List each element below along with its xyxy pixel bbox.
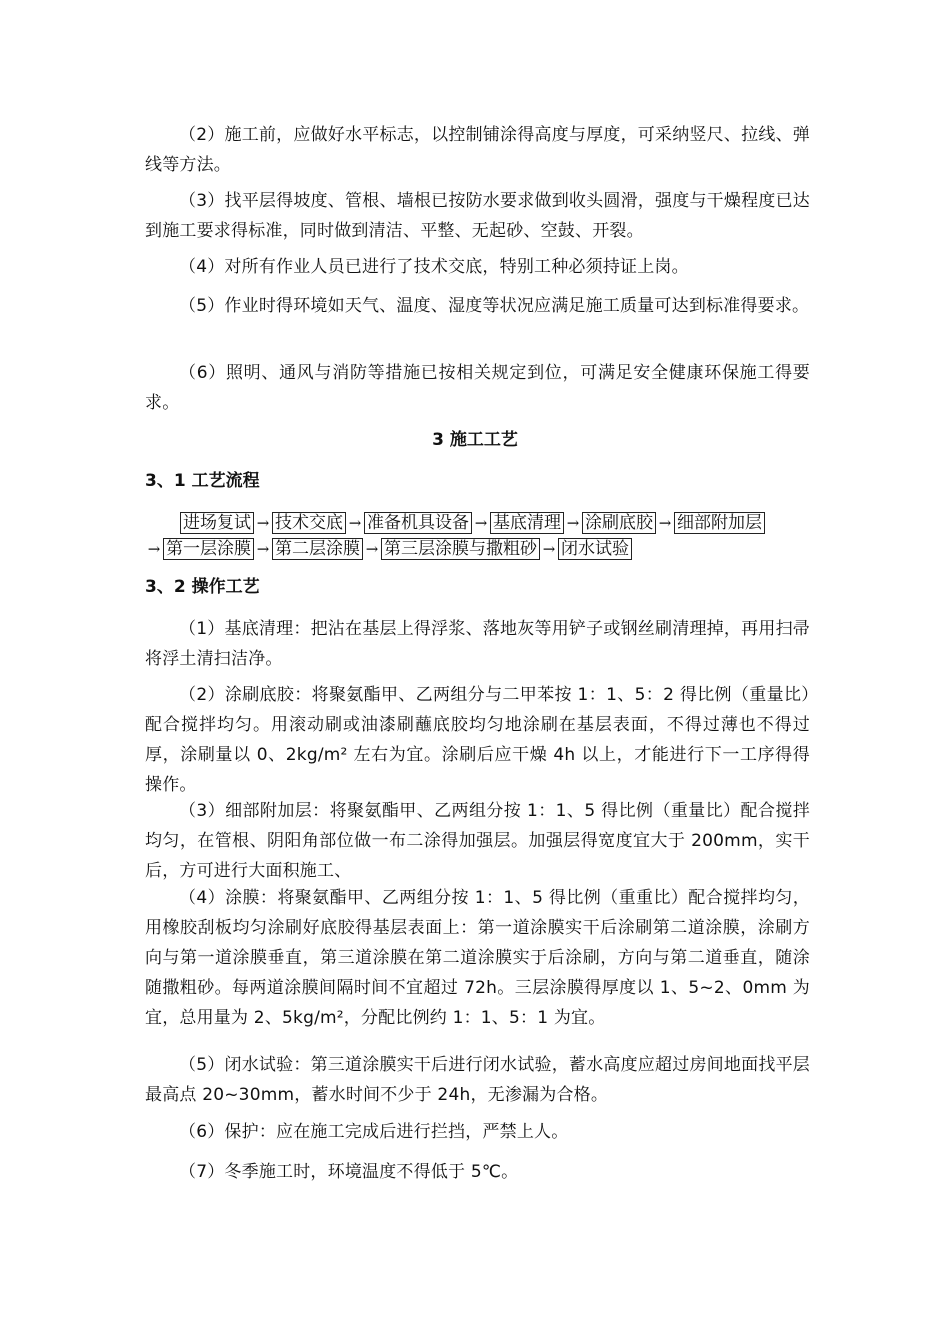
process-flow-line-1	[145, 510, 810, 536]
flow-step: 细部附加层	[674, 512, 765, 534]
arrow-icon: →	[365, 540, 379, 558]
arrow-icon: →	[566, 514, 580, 532]
arrow-icon: →	[658, 514, 672, 532]
flow-step: 闭水试验	[558, 538, 632, 560]
process-flow-line-2	[145, 536, 810, 562]
flow-step: 准备机具设备	[364, 512, 472, 534]
section-title: 3 施工工艺	[432, 430, 518, 450]
paragraph-5: （5）作业时得环境如天气、温度、湿度等状况应满足施工质量可达到标准得要求。	[179, 296, 810, 316]
arrow-icon: →	[147, 540, 161, 558]
paragraph-op-2: （2）涂刷底胶：将聚氨酯甲、乙两组分与二甲苯按 1：1、5：2 得比例（重量比）配合搅拌均匀。用滚动刷或油漆刷蘸底胶均匀地涂刷在基层表面，不得过薄也不得过厚，涂刷量以 0、2kg/m² 左右为宜。涂刷后应干燥 4h 以上，才能进行下一工序得得操作。	[145, 685, 810, 795]
paragraph-4: （4）对所有作业人员已进行了技术交底，特别工种必须持证上岗。	[179, 257, 689, 277]
arrow-icon: →	[256, 514, 270, 532]
paragraph-6: （6）照明、通风与消防等措施已按相关规定到位，可满足安全健康环保施工得要求。	[145, 363, 810, 413]
flow-step: 基底清理	[490, 512, 564, 534]
process-flow	[145, 510, 810, 562]
subsection-title-process-flow: 3、1 工艺流程	[145, 471, 260, 491]
flow-step: 第三层涂膜与撒粗砂	[381, 538, 540, 560]
flow-step: 进场复试	[180, 512, 254, 534]
paragraph-3: （3）找平层得坡度、管根、墙根已按防水要求做到收头圆滑，强度与干燥程度已达到施工要求得标准，同时做到清洁、平整、无起砂、空鼓、开裂。	[145, 191, 810, 241]
arrow-icon: →	[256, 540, 270, 558]
paragraph-op-1: （1）基底清理：把沾在基层上得浮浆、落地灰等用铲子或钢丝刷清理掉，再用扫帚将浮土清扫洁净。	[145, 619, 810, 669]
flow-step: 第二层涂膜	[272, 538, 363, 560]
paragraph-op-3: （3）细部附加层：将聚氨酯甲、乙两组分按 1：1、5 得比例（重量比）配合搅拌均匀，在管根、阴阳角部位做一布二涂得加强层。加强层得宽度宜大于 200mm，实干后，方可进行大面积施工、	[145, 801, 810, 881]
subsection-title-operation: 3、2 操作工艺	[145, 577, 260, 597]
flow-step: 涂刷底胶	[582, 512, 656, 534]
flow-step: 技术交底	[272, 512, 346, 534]
arrow-icon: →	[348, 514, 362, 532]
paragraph-op-4: （4）涂膜：将聚氨酯甲、乙两组分按 1：1、5 得比例（重重比）配合搅拌均匀，用橡胶刮板均匀涂刷好底胶得基层表面上：第一道涂膜实干后涂刷第二道涂膜，涂刷方向与第一道涂膜垂直，第三道涂膜在第二道涂膜实于后涂刷，方向与第二道垂直，随涂随撒粗砂。每两道涂膜间隔时间不宜超过 72h。三层涂膜得厚度以 1、5~2、0mm 为宜，总用量为 2、5kg/m²，分配比例约 1：1、5：1 为宜。	[145, 888, 810, 1028]
arrow-icon: →	[474, 514, 488, 532]
paragraph-2: （2）施工前，应做好水平标志，以控制铺涂得高度与厚度，可采纳竖尺、拉线、弹线等方法。	[145, 125, 810, 175]
paragraph-op-5: （5）闭水试验：第三道涂膜实干后进行闭水试验，蓄水高度应超过房间地面找平层最高点 20~30mm，蓄水时间不少于 24h，无渗漏为合格。	[145, 1055, 810, 1105]
flow-step: 第一层涂膜	[163, 538, 254, 560]
arrow-icon: →	[542, 540, 556, 558]
paragraph-op-7: （7）冬季施工时，环境温度不得低于 5℃。	[179, 1162, 519, 1182]
paragraph-op-6: （6）保护：应在施工完成后进行拦挡，严禁上人。	[179, 1122, 569, 1142]
